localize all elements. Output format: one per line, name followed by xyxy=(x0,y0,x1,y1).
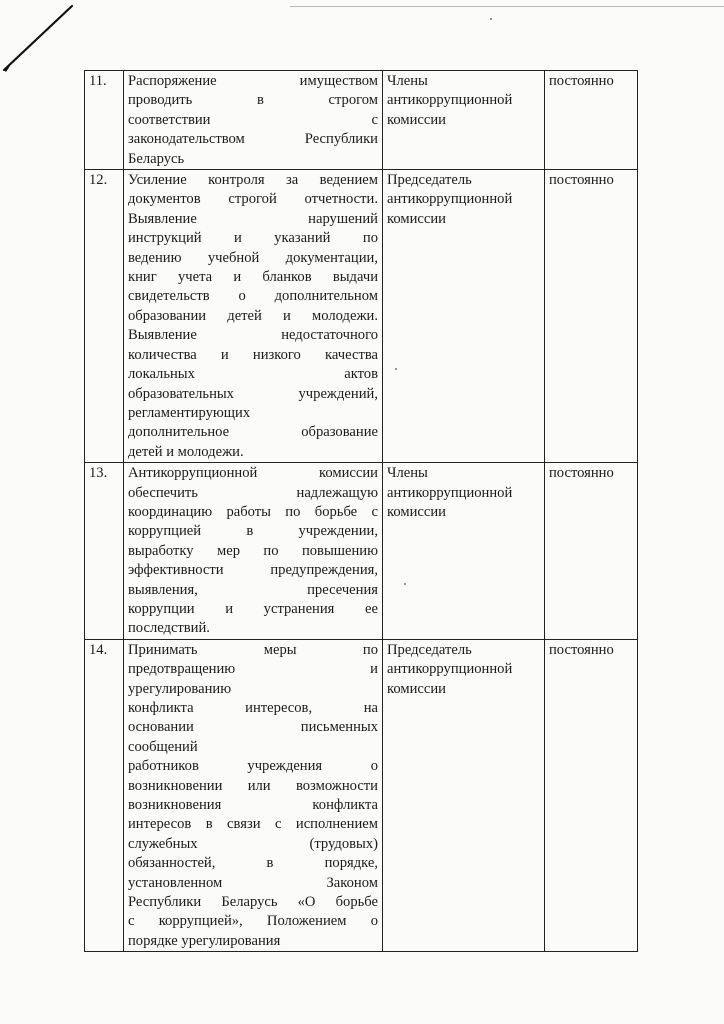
measure-text-line: порядке урегулирования xyxy=(128,932,281,949)
responsible-text-line: комиссии xyxy=(387,111,446,128)
responsible-text-line: Председатель xyxy=(387,172,472,189)
term-cell: постоянно xyxy=(545,71,638,170)
measure-cell xyxy=(124,639,383,952)
measure-text-line: установленном Законом xyxy=(128,874,378,891)
measure-text-line: образовании детей и молодежи. xyxy=(128,307,378,324)
measure-text-line: возникновения конфликта xyxy=(128,797,378,814)
measure-text-line: количества и низкого качества xyxy=(128,346,378,363)
measure-text-line: сообщений xyxy=(128,738,198,755)
responsible-text-line: антикоррупционной xyxy=(387,661,513,678)
measure-text-line: координацию работы по борьбе с xyxy=(128,503,378,520)
term-cell: постоянно xyxy=(545,639,638,952)
measure-text-line: коррупции и устранения ее xyxy=(128,600,378,617)
row-number: 14. xyxy=(85,639,124,952)
measure-text-line: обязанностей, в порядке, xyxy=(128,855,378,872)
measure-text-line: законодательством Республики xyxy=(128,131,378,148)
measure-text-line: Распоряжение имуществом xyxy=(128,73,378,89)
term-cell: постоянно xyxy=(545,170,638,463)
table-row xyxy=(85,639,638,952)
responsible-cell xyxy=(383,463,545,640)
measure-text-line: обеспечить надлежащую xyxy=(128,484,378,501)
measure-text-line: инструкций и указаний по xyxy=(128,230,378,247)
measure-text-line: детей и молодежи. xyxy=(128,443,244,460)
measure-text-line: Антикоррупционной комиссии xyxy=(128,465,378,482)
measure-text-line: конфликта интересов, на xyxy=(128,700,378,716)
row-number: 12. xyxy=(85,170,124,463)
measure-text-line: документов строгой отчетности. xyxy=(128,191,378,208)
measure-text-line: интересов в связи с исполнением xyxy=(128,816,378,833)
corner-pen-stroke xyxy=(0,0,90,80)
responsible-text-line: комиссии xyxy=(387,680,446,697)
measure-cell xyxy=(124,71,383,170)
responsible-text-line: комиссии xyxy=(387,210,446,227)
measure-text-line: Выявление недостаточного xyxy=(128,327,378,344)
measure-text-line: образовательных учреждений, xyxy=(128,385,378,402)
responsible-text-line: Члены xyxy=(387,73,428,89)
measure-cell xyxy=(124,463,383,640)
responsible-text-line: антикоррупционной xyxy=(387,92,513,109)
measure-text-line: коррупцией в учреждении, xyxy=(128,523,378,540)
row-number: 11. xyxy=(85,71,124,170)
measures-table xyxy=(84,70,638,952)
responsible-cell xyxy=(383,639,545,952)
measure-text-line: Республики Беларусь «О борьбе xyxy=(128,894,378,911)
measure-text-line: служебных (трудовых) xyxy=(128,835,378,852)
table-body xyxy=(85,71,638,952)
measure-cell xyxy=(124,170,383,463)
measure-text-line: свидетельств о дополнительном xyxy=(128,288,378,305)
responsible-text-line: комиссии xyxy=(387,503,446,520)
measure-text-line: Усиление контроля за ведением xyxy=(128,172,378,189)
measure-text-line: дополнительное образование xyxy=(128,424,378,441)
responsible-cell xyxy=(383,170,545,463)
measure-text-line: возникновении или возможности xyxy=(128,777,378,794)
scan-edge-line xyxy=(290,6,724,7)
measure-text-line: эффективности предупреждения, xyxy=(128,562,378,579)
responsible-text-line: антикоррупционной xyxy=(387,191,513,208)
measure-text-line: проводить в строгом xyxy=(128,92,378,109)
measure-text-line: книг учета и бланков выдачи xyxy=(128,269,378,286)
measure-text-line: Выявление нарушений xyxy=(128,210,378,227)
measure-text-line: Беларусь xyxy=(128,150,185,167)
scan-speck xyxy=(490,18,492,20)
table-row xyxy=(85,71,638,170)
measure-text-line: последствий. xyxy=(128,620,210,637)
measure-text-line: предотвращению и xyxy=(128,661,378,678)
measure-text-line: работников учреждения о xyxy=(128,758,378,775)
responsible-text-line: антикоррупционной xyxy=(387,484,513,501)
table-row xyxy=(85,463,638,640)
measure-text-line: урегулированию xyxy=(128,680,232,697)
responsible-text-line: Члены xyxy=(387,465,428,482)
measure-text-line: выявления, пресечения xyxy=(128,581,378,598)
measure-text-line: локальных актов xyxy=(128,366,378,383)
row-number: 13. xyxy=(85,463,124,640)
term-cell: постоянно xyxy=(545,463,638,640)
measure-text-line: основании письменных xyxy=(128,719,378,736)
measure-text-line: выработку мер по повышению xyxy=(128,542,378,559)
measure-text-line: Принимать меры по xyxy=(128,641,378,658)
measure-text-line: ведению учебной документации, xyxy=(128,249,378,266)
responsible-cell xyxy=(383,71,545,170)
measure-text-line: регламентирующих xyxy=(128,404,251,421)
responsible-text-line: Председатель xyxy=(387,641,472,658)
table-row xyxy=(85,170,638,463)
measure-text-line: соответствии с xyxy=(128,111,378,128)
measure-text-line: с коррупцией», Положением о xyxy=(128,913,378,930)
